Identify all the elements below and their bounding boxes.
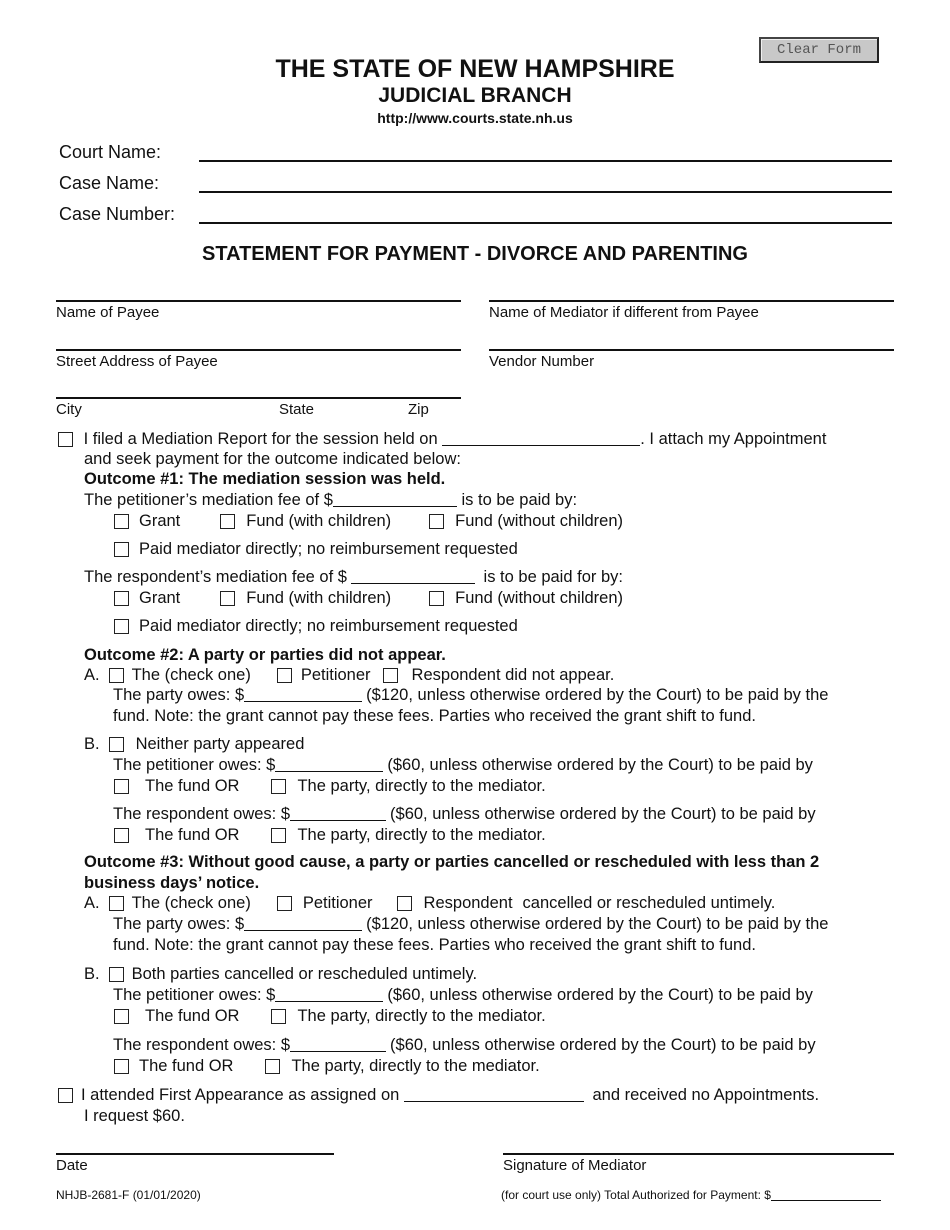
first-appearance-date-field[interactable] <box>404 1086 584 1102</box>
branch-title: JUDICIAL BRANCH <box>378 84 572 107</box>
vendor-number-label: Vendor Number <box>489 353 595 370</box>
payee-name-field[interactable] <box>56 300 461 302</box>
o3-resp-owes-field[interactable] <box>290 1036 386 1052</box>
signature-label: Signature of Mediator <box>503 1157 647 1174</box>
o3-both-checkbox[interactable] <box>109 967 124 982</box>
resp-paid-direct-line: Paid mediator directly; no reimbursement requested <box>114 616 518 636</box>
o3-pet-party-checkbox[interactable] <box>271 1009 286 1024</box>
form-title: STATEMENT FOR PAYMENT - DIVORCE AND PARENTING <box>202 243 748 265</box>
o2-b-line: B. Neither party appeared <box>84 735 305 753</box>
o3-pet-owes-field[interactable] <box>275 986 383 1002</box>
zip-label: Zip <box>408 401 429 418</box>
mediation-report-checkbox[interactable] <box>58 432 73 447</box>
outcome3-heading: Outcome #3: Without good cause, a party or parties cancelled or rescheduled with less than 2 <box>84 853 820 871</box>
first-appearance-line: I attended First Appearance as assigned on and received no Appointments. <box>58 1085 819 1105</box>
pet-paid-direct-checkbox[interactable] <box>114 542 129 557</box>
court-name-field[interactable] <box>199 160 892 162</box>
o2-pet-owes-line: The petitioner owes: $ ($60, unless otherwise ordered by the Court) to be paid by <box>113 756 813 774</box>
o2-resp-owes-line: The respondent owes: $ ($60, unless otherwise ordered by the Court) to be paid by <box>113 805 816 823</box>
resp-grant-checkbox[interactable] <box>114 591 129 606</box>
mediation-report-line: I filed a Mediation Report for the session held on . I attach my Appointment <box>58 429 826 449</box>
street-address-label: Street Address of Payee <box>56 353 218 370</box>
payee-name-label: Name of Payee <box>56 304 160 321</box>
session-date-field[interactable] <box>442 430 640 446</box>
resp-paid-direct-checkbox[interactable] <box>114 619 129 634</box>
o3-pet-payer-line: The fund OR The party, directly to the mediator. <box>114 1006 546 1026</box>
resp-fund-with-children-checkbox[interactable] <box>220 591 235 606</box>
outcome3-heading-cont: business days’ notice. <box>84 874 260 892</box>
o2-resp-owes-field[interactable] <box>290 805 386 821</box>
o3-fund-note: fund. Note: the grant cannot pay these fees. Parties who received the grant shift to fund. <box>113 936 756 954</box>
respondent-fee-line: The respondent’s mediation fee of $ is to be paid for by: <box>84 568 623 586</box>
date-field[interactable] <box>56 1153 334 1155</box>
form-id: NHJB-2681-F (01/01/2020) <box>56 1188 201 1202</box>
case-name-label: Case Name: <box>59 173 160 193</box>
pet-fund-with-children-checkbox[interactable] <box>220 514 235 529</box>
date-label: Date <box>56 1157 88 1174</box>
outcome1-heading: Outcome #1: The mediation session was held. <box>84 470 446 488</box>
o2-pet-owes-field[interactable] <box>275 756 383 772</box>
o2-neither-checkbox[interactable] <box>109 737 124 752</box>
o3-party-owes-line: The party owes: $ ($120, unless otherwise ordered by the Court) to be paid by the <box>113 915 829 933</box>
outcome2-heading: Outcome #2: A party or parties did not appear. <box>84 646 446 664</box>
pet-fund-without-children-checkbox[interactable] <box>429 514 444 529</box>
o3-party-owes-field[interactable] <box>244 915 362 931</box>
o2-party-owes-line: The party owes: $ ($120, unless otherwise ordered by the Court) to be paid by the <box>113 686 829 704</box>
o2-pet-party-checkbox[interactable] <box>271 779 286 794</box>
o3-b-line: B. Both parties cancelled or rescheduled untimely. <box>84 965 478 983</box>
pet-grant-checkbox[interactable] <box>114 514 129 529</box>
o2-resp-fund-checkbox[interactable] <box>114 828 129 843</box>
respondent-fee-field[interactable] <box>351 568 475 584</box>
o2-resp-payer-line: The fund OR The party, directly to the mediator. <box>114 825 546 845</box>
o3-resp-owes-line: The respondent owes: $ ($60, unless otherwise ordered by the Court) to be paid by <box>113 1036 816 1054</box>
court-name-label: Court Name: <box>59 142 162 162</box>
court-use-line: (for court use only) Total Authorized for Payment: $ <box>501 1188 881 1202</box>
o2-fund-note: fund. Note: the grant cannot pay these fees. Parties who received the grant shift to fund. <box>113 707 756 725</box>
o3-resp-fund-checkbox[interactable] <box>114 1059 129 1074</box>
street-address-field[interactable] <box>56 349 461 351</box>
city-state-zip-field[interactable] <box>56 397 461 399</box>
signature-field[interactable] <box>503 1153 894 1155</box>
o2-resp-party-checkbox[interactable] <box>271 828 286 843</box>
petitioner-fee-line: The petitioner’s mediation fee of $ is to be paid by: <box>84 491 578 509</box>
petitioner-payer-options: Grant Fund (with children) Fund (without children) <box>114 511 623 531</box>
o2-check-one-checkbox[interactable] <box>109 668 124 683</box>
o2-petitioner-checkbox[interactable] <box>277 668 292 683</box>
o2-pet-fund-checkbox[interactable] <box>114 779 129 794</box>
o2-party-owes-field[interactable] <box>244 686 362 702</box>
case-name-field[interactable] <box>199 191 892 193</box>
clear-form-button[interactable]: Clear Form <box>759 37 879 63</box>
mediator-name-label: Name of Mediator if different from Payee <box>489 304 759 321</box>
o3-resp-payer-line: The fund OR The party, directly to the mediator. <box>114 1056 540 1076</box>
o3-resp-party-checkbox[interactable] <box>265 1059 280 1074</box>
pet-paid-direct-line: Paid mediator directly; no reimbursement requested <box>114 539 518 559</box>
o2-pet-payer-line: The fund OR The party, directly to the mediator. <box>114 776 546 796</box>
case-number-field[interactable] <box>199 222 892 224</box>
resp-fund-without-children-checkbox[interactable] <box>429 591 444 606</box>
state-title: THE STATE OF NEW HAMPSHIRE <box>275 55 675 83</box>
court-url: http://www.courts.state.nh.us <box>377 110 573 126</box>
o3-check-one-checkbox[interactable] <box>109 896 124 911</box>
o3-a-line: A. The (check one) Petitioner Respondent cancelled or rescheduled untimely. <box>84 894 776 912</box>
o3-pet-fund-checkbox[interactable] <box>114 1009 129 1024</box>
state-label: State <box>279 401 315 418</box>
vendor-number-field[interactable] <box>489 349 894 351</box>
total-authorized-field[interactable] <box>771 1189 881 1201</box>
mediation-report-line2: and seek payment for the outcome indicated below: <box>84 450 461 468</box>
petitioner-fee-field[interactable] <box>333 491 457 507</box>
o3-respondent-checkbox[interactable] <box>397 896 412 911</box>
o2-a-line: A. The (check one) Petitioner Respondent did not appear. <box>84 666 615 684</box>
o3-petitioner-checkbox[interactable] <box>277 896 292 911</box>
respondent-payer-options: Grant Fund (with children) Fund (without children) <box>114 588 623 608</box>
o3-pet-owes-line: The petitioner owes: $ ($60, unless otherwise ordered by the Court) to be paid by <box>113 986 813 1004</box>
first-appearance-checkbox[interactable] <box>58 1088 73 1103</box>
case-number-label: Case Number: <box>59 204 176 224</box>
mediator-name-field[interactable] <box>489 300 894 302</box>
city-label: City <box>56 401 82 418</box>
o2-respondent-checkbox[interactable] <box>383 668 398 683</box>
first-appearance-request: I request $60. <box>84 1107 185 1125</box>
